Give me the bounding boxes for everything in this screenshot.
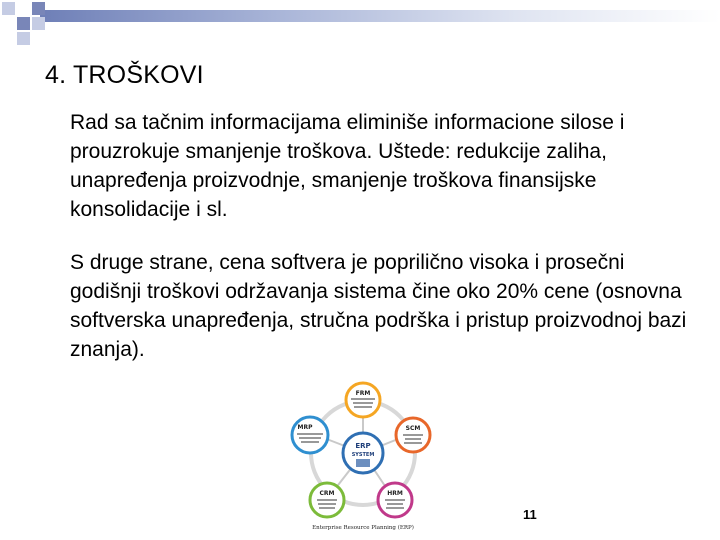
frm-sub-line [351,398,375,400]
frm-label: FRM [355,390,371,397]
paragraph-savings: Rad sa tačnim informacijama eliminiše informacione silose i prouzrokuje smanjenje troškova. Uštede: redukcije zaliha, unapređenja proizvodnje, smanjenje troškova finansijske konsolidacije i sl. [70,111,625,221]
database-icon [356,459,370,467]
decor-square [17,32,30,45]
frm-sub-line [354,406,372,408]
paragraph-costs: S druge strane, cena softvera je poprilično visoka i prosečni godišnji troškovi održavanja sistema čine oko 20% cene (osnovna softverska unapređenja, stručna podrška i pristup proizvodnoj bazi znanja). [70,251,687,361]
crm-label: CRM [319,490,335,497]
decor-square [32,17,45,30]
frm-node [346,383,380,417]
hrm-label: HRM [387,490,403,497]
erp-center-node [343,433,383,473]
erp-center-sublabel: SYSTEM [351,452,375,458]
crm-node [310,483,344,517]
scm-node [396,418,430,452]
scm-label: SCM [405,425,421,432]
decor-square [17,17,30,30]
mrp-node [292,417,328,453]
decor-square [17,2,30,15]
slide-title: 4. TROŠKOVI [45,61,204,89]
diagram-caption: Enterprise Resource Planning (ERP) [312,525,414,531]
frm-sub-line [353,402,373,404]
page-number: 11 [523,507,537,522]
erp-diagram [283,378,443,534]
mrp-label: MRP [297,424,313,431]
hrm-node [378,483,412,517]
decor-square [2,17,15,30]
erp-center-label: ERP [355,442,371,450]
decor-square [32,2,45,15]
header-gradient-bar [40,10,720,22]
decor-square [2,2,15,15]
